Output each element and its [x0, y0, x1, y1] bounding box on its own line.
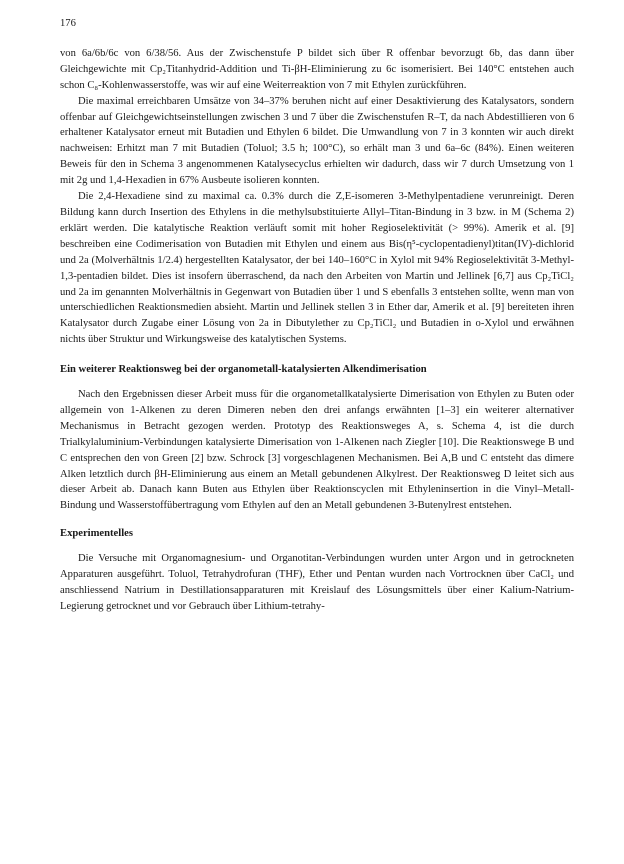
paragraph-conversion: Die maximal erreichbaren Umsätze von 34–37% beruhen nicht auf einer Desaktivierung des Katalysators, sondern offenbar auf Gleichgewichtseinstellungen zwischen 3 und 7 über die Zwischenstufen R–T, da nach Abdestillieren von 6 erhaltener Katalysator erneut mit Butadien und Ethylen 6 bildet. Die Umwandlung von 7 in 3 konnten wir auch direkt nachweisen: Erhitzt man 7 mit Butadien (Toluol; 3.5 h; 100°C), so erhält man 3 und 6a–6c (84%). Einen weiteren Beweis für den in Schema 3 angenommenen Katalysecyclus erhielten wir dadurch, dass wir 7 durch Umsetzung von 1 mit 2g und 1,4-Hexadien in 67% Ausbeute isolieren konnten. [60, 95, 574, 187]
page-number: 176 [60, 18, 76, 29]
section-heading-reaction-path: Ein weiterer Reaktionsweg bei der organometall-katalysierten Alkendimerisation [60, 364, 427, 376]
paragraph-hexadienes: Die 2,4-Hexadiene sind zu maximal ca. 0.3% durch die Z,E-isomeren 3-Methylpentadiene verunreinigt. Deren Bildung kann durch Insertion des Ethylens in die methylsubstituierte Allyl–Titan-Bindung in 3 bzw. in M (Schema 2) erklärt werden. Die katalytische Reaktion verläuft somit mit hoher Regioselektivität (> 99%). Amerik et al. [9] beschreiben eine Codimerisation von Butadien mit Ethylen und einem aus Bis(η⁵-cyclopentadienyl)titan(IV)-dichlorid und 2a (Molverhältnis 1/2.4) hergestellten Katalysator, der bei 140–160°C in Xylol mit 94% Regioselektivität 3-Methyl-1,3-pentadien bildet. Dies ist insofern überraschend, da nach den Arbeiten von Martin und Jellinek [6,7] aus Cp₂TiCl₂ und 2a im genannten Molverhältnis in Gegenwart von Butadien über 1 und S ebenfalls 3 entstehen sollte, wenn man von unterschiedlichen Reaktionsmedien absieht. Martin und Jellinek stellen 3 in Ether dar, Amerik et al. [9] bereiteten ihren Katalysator durch Zugabe einer Lösung von 2a in Dibutylether zu Cp₂TiCl₂ und Butadien in o-Xylol und erwähnen nichts über Struktur und Wirkungsweise des katalytischen Systems. [60, 191, 574, 346]
section-heading-experimental: Experimentelles [60, 528, 133, 540]
paragraph-continuation: von 6a/6b/6c von 6/38/56. Aus der Zwischenstufe P bildet sich über R offenbar bevorzugt 6b, das dann über Gleichgewichte mit Cp₂Titanhydrid-Addition und Ti-βH-Eliminierung zu 6c isomerisiert. Bei 140°C entstehen auch schon C₈-Kohlenwasserstoffe, was wir auf eine Weiterreaktion von 7 mit Ethylen zurückführen. [60, 47, 574, 91]
paragraph-dimerisation: Nach den Ergebnissen dieser Arbeit muss für die organometallkatalysierte Dimerisation von Ethylen zu Buten oder allgemein von 1-Alkenen zu deren Dimeren neben den drei anfangs erwähnten [1–3] ein weiterer alternativer Mechanismus in Betracht gezogen werden. Prototyp des Reaktionsweges A, s. Schema 4, ist die durch Trialkylaluminium-Verbindungen katalysierte Dimerisation von 1-Alkenen nach Ziegler [10]. Die Reaktionswege B und C entsprechen den von Green [2] bzw. Schrock [3] vorgeschlagenen Mechanismen. Bei A,B und C entsteht das dimere Alken letztlich durch βH-Eliminierung aus einem an Metall gebundenen Alkylrest. Der Reaktionsweg D leitet sich aus dieser Arbeit ab. Danach kann Buten aus Ethylen über Reaktionscyclen mit Ethyleninsertion in die Vinyl–Metall-Bindung und Wasserstoffübertragung vom Ethylen auf den an Metall gebundenen 3-Butenylrest entstehen. [60, 389, 574, 512]
document-page [60, 16, 574, 615]
paragraph-experimental: Die Versuche mit Organomagnesium- und Organotitan-Verbindungen wurden unter Argon und in getrockneten Apparaturen ausgeführt. Toluol, Tetrahydrofuran (THF), Ether und Pentan wurden nach Vortrocknen über CaCl₂ und anschliessend Natrium in Destillationsapparaturen mit Kreislauf des Lösungsmittels über einer Kalium-Natrium-Legierung getrocknet und vor Gebrauch über Lithium-tetrahy- [60, 553, 574, 612]
